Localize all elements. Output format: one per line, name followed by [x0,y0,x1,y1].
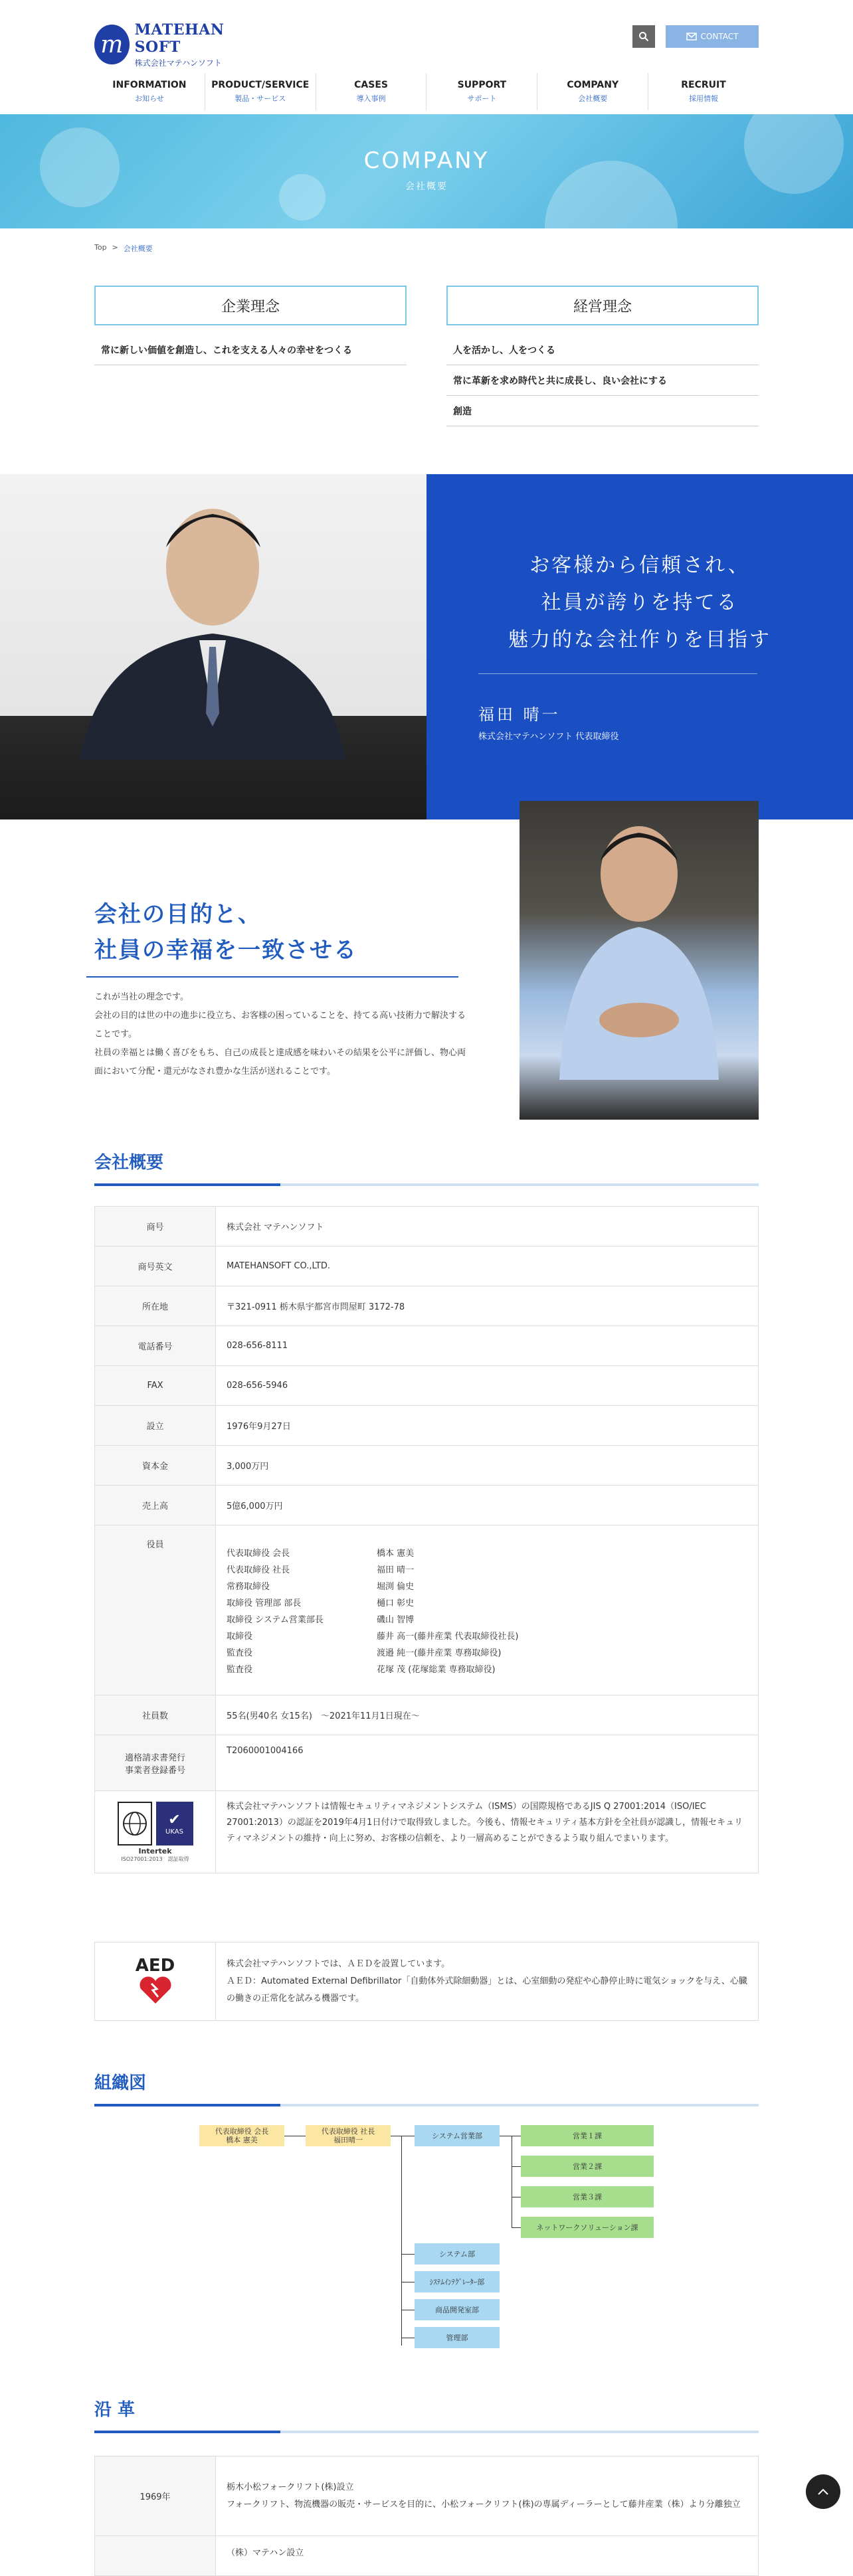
org-sales-unit: ネットワークソリューション課 [521,2217,654,2238]
logo-mark-icon: m [94,25,130,64]
aed-heart-icon [137,1976,174,2005]
row-label: 役員 [95,1525,216,1695]
row-value: 028-656-8111 [216,1326,759,1366]
org-connector [401,2136,402,2346]
nav-label-en: PRODUCT/SERVICE [211,80,310,90]
president-photo [0,474,427,819]
nav-label-jp: 採用情報 [689,94,719,103]
iso-badge-cell [95,1791,216,1873]
intertek-label: Intertek [138,1846,172,1855]
nav-item-support[interactable] [427,73,537,110]
table-row [95,1207,759,1246]
row-label: 電話番号 [95,1326,216,1366]
nav-label-jp: 導入事例 [356,94,386,103]
nav-label-jp: お知らせ [135,94,164,103]
nav-item-company[interactable] [537,73,648,110]
purpose-heading-line: 社員の幸福を一致させる [94,937,357,964]
table-row-iso [95,1791,759,1873]
officer-name: 花塚 茂 (花塚総業 専務取締役) [377,1664,496,1675]
president-role: 株式会社マテハンソフト 代表取締役 [478,732,619,742]
officer-title: 取締役 [227,1631,253,1642]
breadcrumb-current: 会社概要 [123,244,153,253]
breadcrumb [94,243,153,254]
message-line: お客様から信頼され、 [529,554,750,577]
aed-logo [95,1942,216,2021]
page-subtitle: 会社概要 [405,181,448,192]
org-connector [401,2254,415,2255]
row-value: 55名(男40名 女15名) ～2021年11月1日現在～ [216,1695,759,1735]
president-seated-photo [520,801,759,1120]
history-event [216,2456,759,2536]
management-philosophy-item: 人を活かし、人をつくる [446,335,759,365]
aed-label: AED [135,1955,175,1976]
nav-item-recruit[interactable] [648,73,759,110]
nav-label-en: INFORMATION [112,80,187,90]
row-label: 所在地 [95,1286,216,1326]
nav-item-information[interactable] [94,73,205,110]
divider [86,976,458,978]
purpose-heading-line: 会社の目的と、 [94,901,262,928]
seated-figure [520,801,759,1120]
management-philosophy-item: 創造 [446,396,759,426]
row-label [95,1735,216,1791]
table-row [95,1246,759,1286]
message-line: 魅力的な会社作りを目指す [508,628,771,651]
president-name: 福田 晴一 [478,705,561,724]
table-row [95,1326,759,1366]
table-row [95,1366,759,1406]
row-label: 社員数 [95,1695,216,1735]
row-label-line: 事業者登録番号 [124,1765,185,1776]
officer-name: 樋口 彰史 [377,1598,415,1608]
page-hero [0,114,853,228]
org-dept: 商品開発室部 [415,2299,500,2320]
divider [478,673,757,674]
org-sales-unit: 営業３課 [521,2186,654,2207]
org-sales-unit: 営業２課 [521,2156,654,2177]
overview-heading: 会社概要 [94,1153,164,1173]
history-heading: 沿 革 [94,2400,136,2420]
row-label: 資本金 [95,1446,216,1486]
table-row-officers [95,1525,759,1695]
intertek-globe-icon [118,1802,152,1846]
corporate-philosophy-title: 企業理念 [94,286,407,325]
president-message-panel [427,474,853,819]
officer-title: 取締役 管理部 部長 [227,1598,302,1608]
officer-title: 代表取締役 会長 [227,1548,290,1559]
ukas-badge [156,1802,193,1846]
table-row [95,2456,759,2536]
officer-name: 藤井 高一(藤井産業 代表取締役社長) [377,1631,519,1642]
president-message [427,547,853,659]
chevron-up-icon [817,2488,829,2496]
row-value: 5億6,000万円 [216,1486,759,1525]
nav-label-jp: 会社概要 [578,94,608,103]
message-line: 社員が誇りを持てる [541,591,739,614]
nav-item-product[interactable] [205,73,316,110]
page-title: COMPANY [363,147,490,174]
purpose-body [94,988,466,1081]
search-icon [638,31,649,42]
officer-name: 磯山 智博 [377,1614,415,1625]
row-label: FAX [95,1366,216,1406]
site-header [0,0,853,114]
table-row-aed [95,1942,759,2021]
nav-item-cases[interactable] [316,73,427,110]
history-line: （株）マテハン設立 [216,2536,759,2576]
row-label: 商号英文 [95,1246,216,1286]
table-row [95,1486,759,1525]
ukas-label: UKAS [165,1828,183,1836]
org-connector [512,2166,521,2167]
purpose-heading [94,897,357,968]
officer-name: 堀渕 倫史 [377,1581,415,1592]
nav-label-jp: 製品・サービス [235,94,286,103]
org-president: 代表取締役 社長 福田晴一 [306,2125,391,2146]
contact-button[interactable] [666,25,759,48]
history-line: フォークリフト、物流機器の販売・サービスを目的に、小松フォークリフト(株)の専属ディーラーとして藤井産業（株）より分離独立 [227,2499,741,2510]
management-philosophy-title: 経営理念 [446,286,759,325]
officer-title: 常務取締役 [227,1581,270,1592]
president-figure [0,474,427,819]
history-year [95,2536,216,2576]
row-value: MATEHANSOFT CO.,LTD. [216,1246,759,1286]
org-connector [512,2227,521,2228]
officer-title: 代表取締役 社長 [227,1565,290,1575]
heading-underline [94,2104,759,2106]
table-row [95,1695,759,1735]
table-row [95,1406,759,1446]
org-dept: 管理部 [415,2327,500,2348]
ukas-check-icon: ✔ [168,1811,181,1828]
org-dept: ｼｽﾃﾑｲﾝﾃｸﾞﾚｰﾀｰ部 [415,2271,500,2292]
officer-name: 橋本 憲美 [377,1548,415,1559]
row-label-line: 適格請求書発行 [124,1753,185,1763]
iso-caption: ISO27001:2013 認証取得 [121,1855,189,1862]
history-line: 栃木小松フォークリフト(株)設立 [227,2482,354,2492]
aed-table [94,1942,759,2021]
row-label: 商号 [95,1207,216,1246]
row-value: T2060001004166 [216,1735,759,1791]
officer-name: 福田 晴一 [377,1565,415,1575]
aed-text: 株式会社マテハンソフトでは、ＡＥＤを設置しています。 [227,1958,450,1969]
nav-label-jp: サポート [467,94,497,103]
org-chairman: 代表取締役 会長 橋本 憲美 [199,2125,284,2146]
mail-icon [686,33,697,41]
row-label: 売上高 [95,1486,216,1525]
org-sales-unit: 営業１課 [521,2125,654,2146]
table-row [95,1446,759,1486]
row-label: 設立 [95,1406,216,1446]
heading-underline [94,1183,759,1186]
logo-name-jp: 株式会社マテハンソフト [134,58,222,68]
contact-label: CONTACT [700,32,739,41]
purpose-paragraph: 会社の目的は世の中の進歩に役立ち、お客様の困っていることを、持てる高い技術力で解決することです。 [94,1011,466,1039]
table-row [95,2536,759,2576]
logo-name-en: MATEHAN SOFT [134,21,225,56]
back-to-top-button[interactable] [806,2474,840,2509]
officer-title: 取締役 システム営業部長 [227,1614,324,1625]
nav-label-en: SUPPORT [457,80,507,90]
management-philosophy-item: 常に革新を求め時代と共に成長し、良い会社にする [446,365,759,396]
org-sales-dept: システム営業部 [415,2125,500,2146]
nav-label-en: RECRUIT [681,80,726,90]
iso-badge [106,1802,205,1863]
global-nav [94,73,759,110]
officer-title: 監査役 [227,1648,253,1658]
site-logo[interactable] [94,21,267,68]
aed-description [216,1942,759,2021]
aed-text: ＡＥＤ：Automated External Defibrillator「自動体外式除細動器」とは、心室細動の発症や心静停止時に電気ショックを与え、心臓の働きの正常化を試みる機器です。 [227,1976,747,2004]
search-button[interactable] [632,25,655,48]
purpose-paragraph: これが当社の理念です。 [94,992,189,1002]
corporate-philosophy-item: 常に新しい価値を創造し、これを支える人々の幸せをつくる [94,335,407,365]
row-value: 028-656-5946 [216,1366,759,1406]
heading-underline [94,2431,759,2433]
row-value: 株式会社 マテハンソフト [216,1207,759,1246]
purpose-paragraph: 社員の幸福とは働く喜びをもち、自己の成長と達成感を味わいその結果を公平に評価し、物心両面において分配・還元がなされ豊かな生活が送れることです。 [94,1048,466,1076]
officers-list [216,1525,759,1695]
breadcrumb-separator: > [112,243,118,252]
officer-title: 監査役 [227,1664,253,1675]
company-overview-table [94,1206,759,1873]
table-row [95,1735,759,1791]
officer-name: 渡邉 純一(藤井産業 専務取締役) [377,1648,502,1658]
org-dept: システム部 [415,2243,500,2265]
breadcrumb-top-link[interactable]: Top [94,243,107,252]
nav-label-en: CASES [354,80,388,90]
row-value: 〒321-0911 栃木県宇都宮市問屋町 3172-78 [216,1286,759,1326]
row-value: 1976年9月27日 [216,1406,759,1446]
row-value: 3,000万円 [216,1446,759,1486]
org-heading: 組織図 [94,2073,147,2093]
nav-label-en: COMPANY [567,80,619,90]
iso-description: 株式会社マテハンソフトは情報セキュリティマネジメントシステム（ISMS）の国際規格であるJIS Q 27001:2014（ISO/IEC 27001:2013）の認証を2019年4月1日付けで取得致しました。今後も、情報セキュリティ基本方針を全社員が認識し，情報セキュリティマネジメントの維持・向上に努め、お客様の信頼を、より一層高めることができるよう取り組んでまいります。 [216,1791,759,1873]
history-year: 1969年 [95,2456,216,2536]
table-row [95,1286,759,1326]
